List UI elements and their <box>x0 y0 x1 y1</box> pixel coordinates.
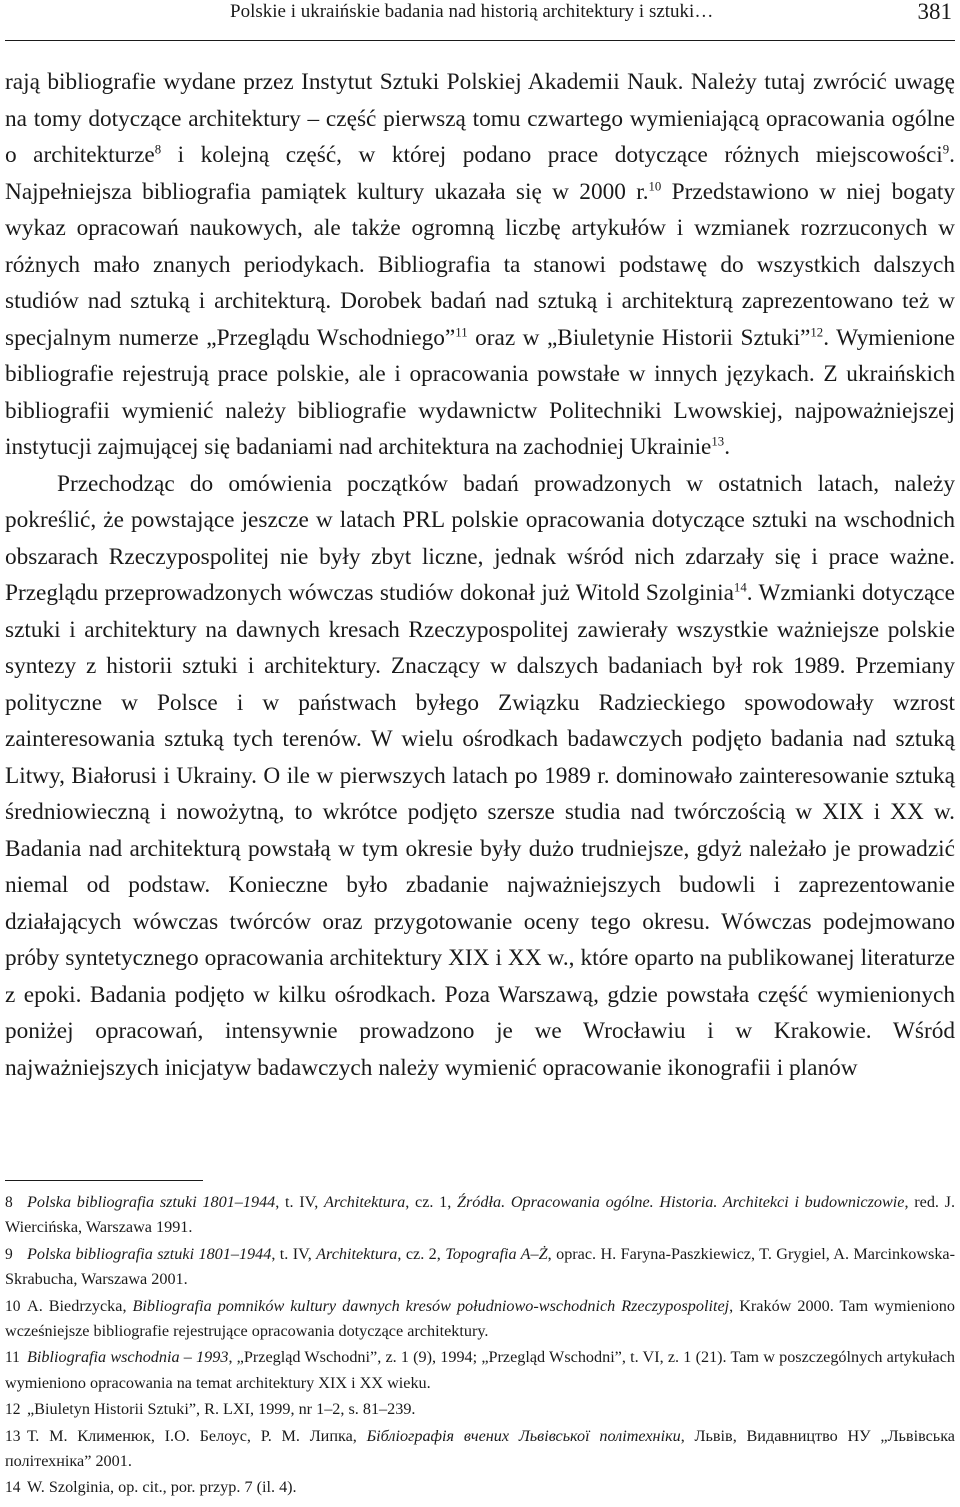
citation-title: Bibliografia wschodnia – 1993 <box>27 1348 229 1367</box>
text-run: Przedstawiono w niej bogaty wykaz opracowań naukowych, ale także ogromną liczbę artykułów i wzmianek rozrzuconych w różnych mało znanych periodykach. Bibliografia ta stanowi podstawę do wszystkich dalszych studiów nad sztuką i architekturą. Dorobek badań nad sztuką i architekturą zaprezentowano też w specjalnym numerze „Przeglądu Wschodniego” <box>5 178 955 351</box>
footnote-12 <box>5 1397 955 1422</box>
footnote-ref-14[interactable]: 14 <box>733 580 747 595</box>
citation-text: , cz. 2, <box>397 1244 446 1263</box>
text-run: Przechodząc do omówienia początków badań prowadzonych w ostatnich latach, należy pokreślić, że powstające jeszcze w latach PRL polskie opracowania dotyczące sztuki na wschodnich obszarach Rzeczypospolitej nie były zbyt liczne, jednak wśród nich zdarzały się i prace ważne. Przeglądu przeprowadzonych wówczas studiów dokonał już Witold Szolginia <box>5 470 955 606</box>
footnote-10 <box>5 1294 955 1345</box>
citation-text: , t. IV, <box>275 1193 325 1211</box>
main-body-text <box>5 64 955 1086</box>
page-number: 381 <box>917 0 952 24</box>
text-run: . Wymienione bibliografie rejestrują prace polskie, ale i opracowania powstałe w innych językach. Z ukraińskich bibliografii wymienić należy bibliografie wydawnictw Politechniki Lwowskiej, najpoważniejszej instytucji zajmującej się badaniami nad architektura na zachodniej Ukrainie <box>5 324 956 460</box>
citation-title: Źródła. Opracowania ogólne. Historia. Architekci i budowniczowie <box>457 1193 905 1211</box>
running-header <box>5 0 955 41</box>
paragraph-1 <box>5 64 955 466</box>
citation-text: , t. IV, <box>271 1244 317 1263</box>
footnotes-section <box>5 1190 955 1502</box>
footnote-13 <box>5 1424 955 1475</box>
footnote-number: 9 <box>5 1245 13 1263</box>
citation-title: Bibliografia pomników kultury dawnych kresów południowo-wschodnich Rzeczypospolitej <box>132 1296 730 1315</box>
citation-text: , oprac. H. Faryna-Paszkiewicz, T. Grygiel, A. Marcinkowska-Skrabucha, Warszawa 2001. <box>5 1244 955 1289</box>
text-run: oraz w „Biuletynie Historii Sztuki” <box>467 324 811 351</box>
footnote-ref-8[interactable]: 8 <box>154 142 162 157</box>
footnote-ref-13[interactable]: 13 <box>711 434 725 449</box>
footnote-number: 14 <box>5 1479 21 1497</box>
citation-text: W. Szolginia, op. cit., por. przyp. 7 (il. 4). <box>27 1478 297 1497</box>
footnote-14 <box>5 1475 955 1500</box>
citation-text: , cz. 1, <box>405 1193 457 1211</box>
citation-text: , Kraków 2000. Tam wymieniono wcześniejsze bibliografie rejestrujące opracowania dotyczące architektury. <box>5 1296 955 1341</box>
citation-title: Polska bibliografia sztuki 1801–1944 <box>27 1193 276 1211</box>
footnote-ref-11[interactable]: 11 <box>455 325 468 340</box>
footnote-ref-9[interactable]: 9 <box>942 142 950 157</box>
text-run: . Najpełniejsza bibliografia pamiątek kultury ukazała się w 2000 r. <box>5 142 955 205</box>
footnote-number: 12 <box>5 1401 21 1419</box>
footnote-8 <box>5 1190 955 1241</box>
citation-text: „Biuletyn Historii Sztuki”, R. LXI, 1999, nr 1–2, s. 81–239. <box>27 1400 416 1419</box>
footnote-number: 8 <box>5 1194 13 1211</box>
citation-title: Бібліографія вчених Львівської політехніки <box>366 1426 681 1445</box>
footnote-number: 10 <box>5 1297 21 1315</box>
footnote-11 <box>5 1345 955 1396</box>
citation-text: , red. J. Wiercińska, Warszawa 1991. <box>5 1193 956 1237</box>
footnote-number: 11 <box>5 1349 20 1367</box>
footnote-ref-10[interactable]: 10 <box>648 179 662 194</box>
footnote-number: 13 <box>5 1427 21 1445</box>
footnote-separator <box>5 1180 203 1181</box>
text-run: . Wzmianki dotyczące sztuki i architektury na dawnych kresach Rzeczypospolitej zawierały wszystkie ważniejsze polskie syntezy z historii sztuki i architektury. Znaczący w dalszych badaniach był rok 1989. Przemiany polityczne w Polsce i w państwach byłego Związku Radzieckiego spowodowały wzrost zainteresowania sztuką tych terenów. W wielu ośrodkach badawczych podjęto badania nad sztuką Litwy, Białorusi i Ukrainy. O ile w pierwszych latach po 1989 r. dominowało zainteresowanie sztuką średniowieczną i nowożytną, to wkrótce podjęto szersze studia nad twórczością w XIX i XX w. Badania nad architekturą powstałą w tym okresie były dużo trudniejsze, gdyż należało je prowadzić niemal od podstaw. Konieczne było zbadanie najważniejszych budowli i zaprezentowanie działających wówczas twórców oraz przygotowanie oceny tego okresu. Wówczas podejmowano próby syntetycznego opracowania architektury XIX i XX w., które oparto na publikowanej literaturze z epoki. Badania podjęto w kilku ośrodkach. Poza Warszawą, gdzie powstała część wymienionych poniżej opracowań, intensywnie prowadzono je we Wrocławiu i w Krakowie. Wśród najważniejszych inicjatyw badawczych należy wymienić opracowanie ikonografii i planów <box>5 580 955 1081</box>
citation-title: Architektura <box>324 1193 406 1211</box>
text-run: . <box>724 434 731 460</box>
text-run: rają bibliografie wydane przez Instytut Sztuki Polskiej Akademii Nauk. Należy tutaj zwrócić uwagę na tomy dotyczące architektury – część pierwszą tomu czwartego wymieniającą opracowania ogólne o architekturze <box>5 69 955 168</box>
citation-title: Topografia A–Ż <box>445 1244 548 1263</box>
citation-title: Polska bibliografia sztuki 1801–1944 <box>27 1244 272 1263</box>
running-head-title: Polskie i ukraińskie badania nad historią architektury i sztuki… <box>230 1 714 22</box>
footnote-9 <box>5 1242 955 1293</box>
paragraph-2 <box>5 466 955 1087</box>
text-run: i kolejną część, w której podano prace dotyczące różnych miejscowości <box>161 142 943 168</box>
citation-text: Т. М. Клименюк, І.О. Белоус, Р. М. Липка, <box>27 1426 367 1445</box>
citation-text: , Львів, Видавництво НУ „Львівська політехніка” 2001. <box>5 1426 955 1471</box>
citation-text: , „Przegląd Wschodni”, z. 1 (9), 1994; „Przegląd Wschodni”, t. VI, z. 1 (21). Tam w poszczególnych artykułach wymieniono opracowania na temat architektury XIX i XX wieku. <box>5 1348 955 1392</box>
citation-text: A. Biedrzycka, <box>27 1296 133 1315</box>
footnote-ref-12[interactable]: 12 <box>810 325 824 340</box>
citation-title: Architektura <box>316 1244 398 1263</box>
